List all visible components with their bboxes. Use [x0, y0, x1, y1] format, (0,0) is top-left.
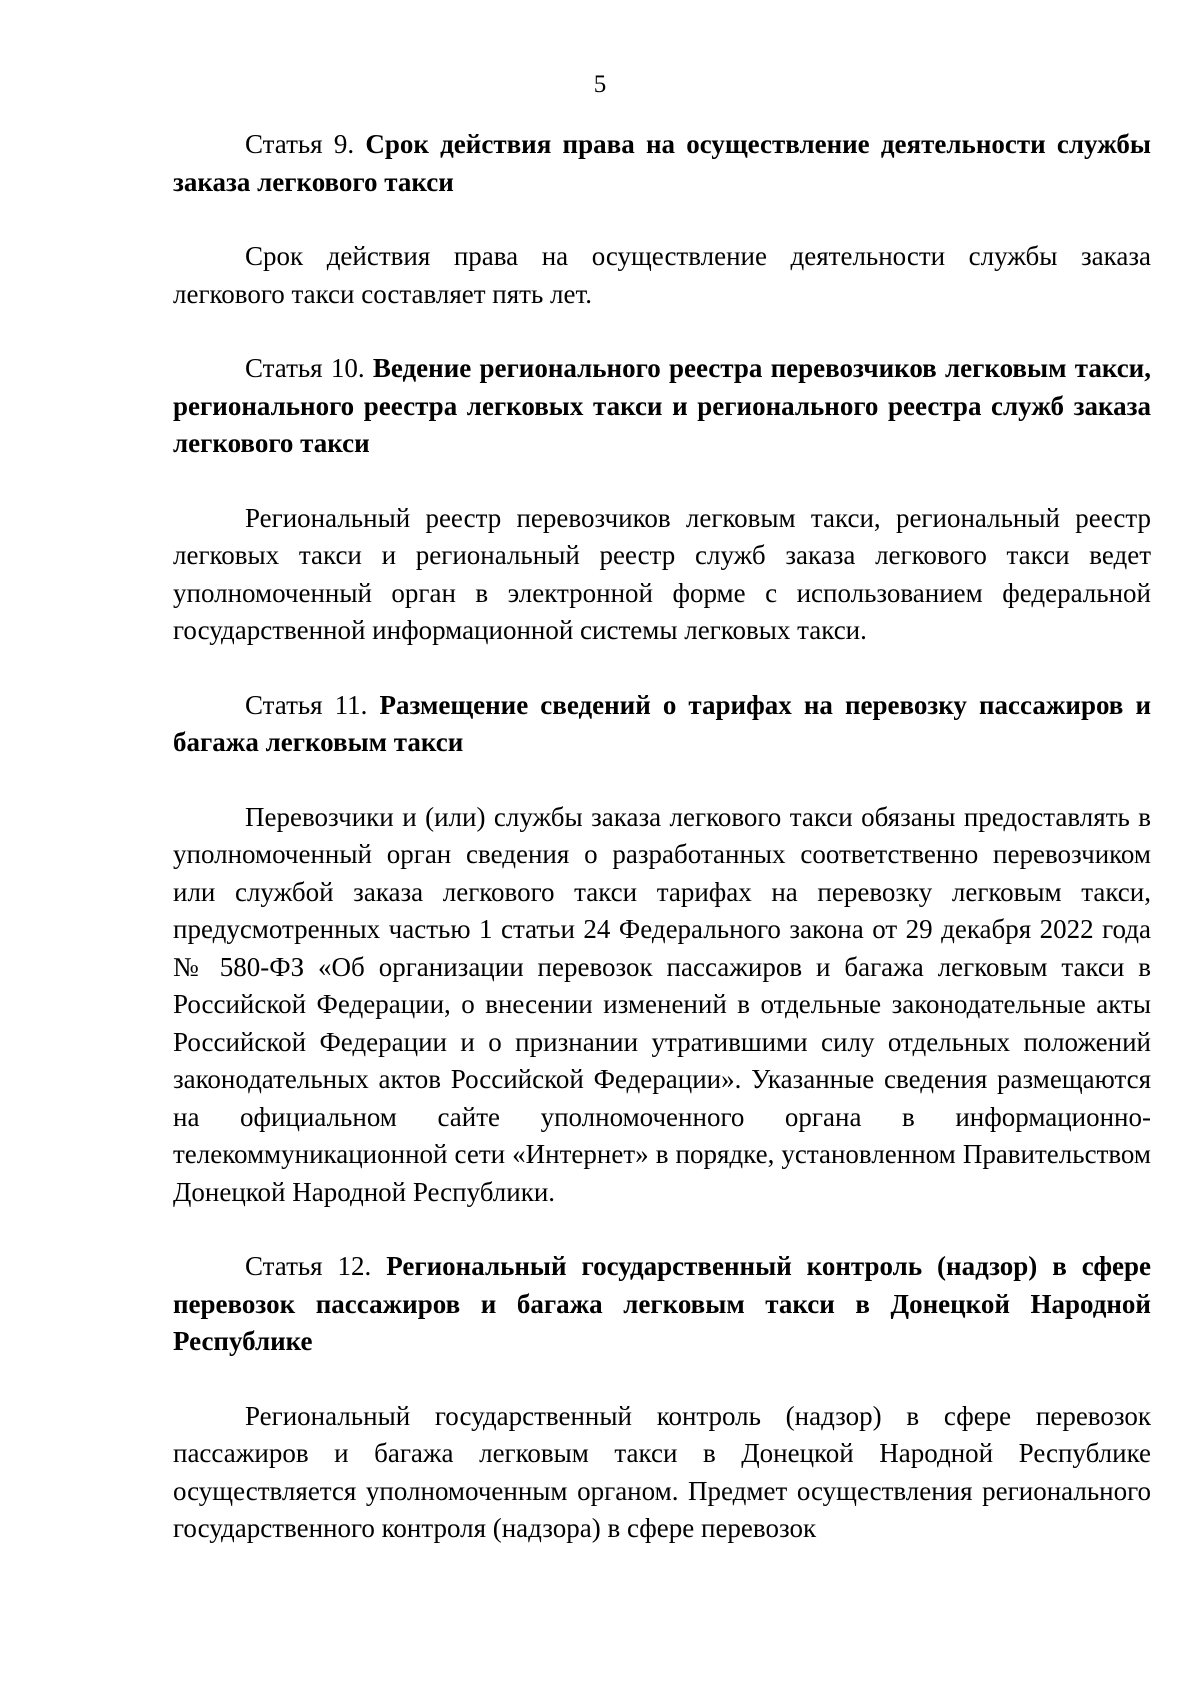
article-heading	[173, 687, 1151, 762]
article-title: Размещение сведений о тарифах на перевозку пассажиров и багажа легковым такси	[173, 689, 1151, 757]
article-11	[173, 687, 1151, 1249]
article-number: Статья 12.	[245, 1251, 372, 1281]
article-10	[173, 350, 1151, 687]
article-heading	[173, 350, 1151, 463]
article-body: Региональный реестр перевозчиков легковым такси, региональный реестр легковых такси и региональный реестр служб заказа легкового такси ведет уполномоченный орган в электронной форме с использованием федеральной государственной информационной системы легковых такси.	[173, 502, 1151, 645]
article-body: Срок действия права на осуществление деятельности службы заказа легкового такси составляет пять лет.	[173, 241, 1151, 309]
article-heading	[173, 126, 1151, 201]
article-number: Статья 11.	[245, 689, 368, 720]
article-9	[173, 126, 1151, 350]
article-body: Перевозчики и (или) службы заказа легкового такси обязаны предоставлять в уполномоченный орган сведения о разработанных соответственно перевозчиком или службой заказа легкового такси тарифах на перевозку легковым такси, предусмотренных частью 1 статьи 24 Федерального закона от 29 декабря 2022 года № 580-ФЗ «Об организации перевозок пассажиров и багажа легковым такси в Российской Федерации, о внесении изменений в отдельные законодательные акты Российской Федерации и о признании утратившими силу отдельных положений законодательных актов Российской Федерации». Указанные сведения размещаются на официальном сайте уполномоченного органа в информационно-телекоммуникационной сети «Интернет» в порядке, установленном Правительством Донецкой Народной Республики.	[173, 801, 1151, 1207]
document-content	[173, 126, 1151, 1548]
article-number: Статья 10.	[245, 353, 365, 383]
article-title: Региональный государственный контроль (надзор) в сфере перевозок пассажиров и багажа легковым такси в Донецкой Народной Республике	[173, 1251, 1151, 1356]
article-body: Региональный государственный контроль (надзор) в сфере перевозок пассажиров и багажа легковым такси в Донецкой Народной Республике осуществляется уполномоченным органом. Предмет осуществления регионального государственного контроля (надзора) в сфере перевозок	[173, 1400, 1151, 1543]
page-number: 5	[593, 71, 607, 98]
article-title: Ведение регионального реестра перевозчиков легковым такси, регионального реестра легковых такси и регионального реестра служб заказа легкового такси	[173, 353, 1151, 458]
article-number: Статья 9.	[245, 129, 355, 159]
article-title: Срок действия права на осуществление деятельности службы заказа легкового такси	[173, 129, 1151, 197]
article-12	[173, 1248, 1151, 1548]
article-heading	[173, 1248, 1151, 1361]
